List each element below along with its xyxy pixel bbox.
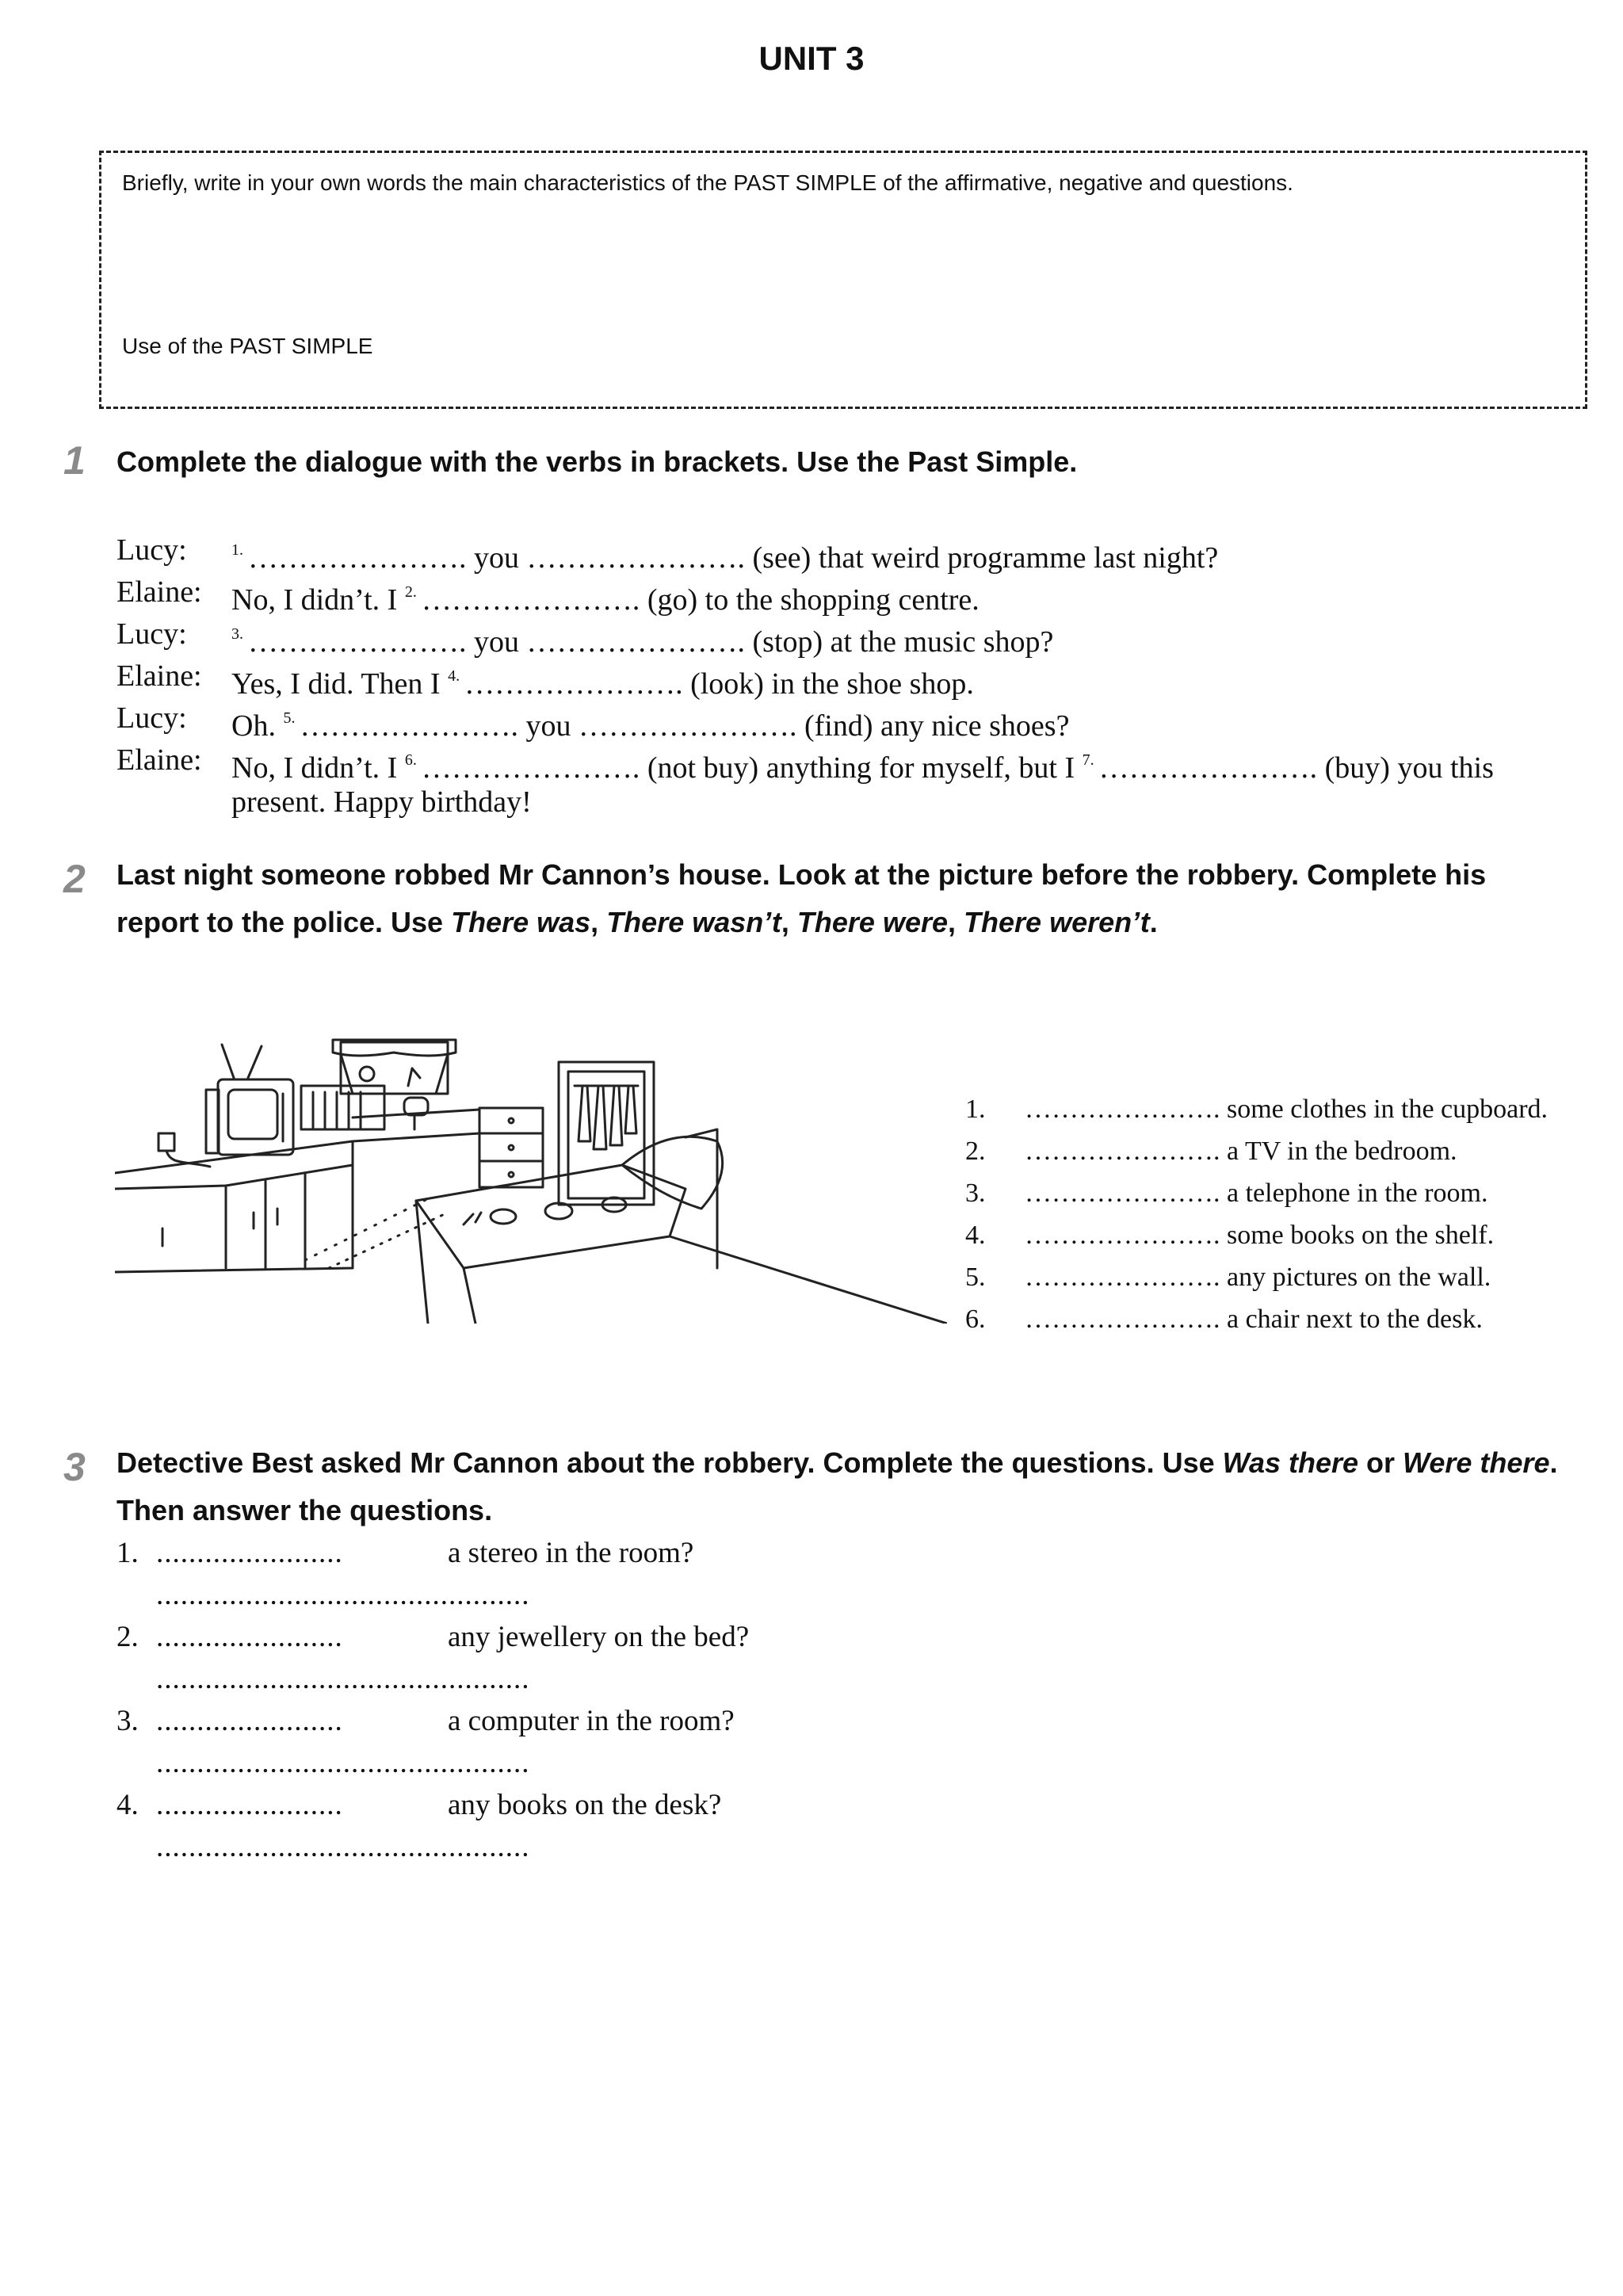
title-separator: , (590, 906, 607, 938)
title-end: . (1149, 906, 1158, 938)
title-text: Last night someone robbed Mr Cannon’s house. Look at the picture before the robbery. Complete his report to the police. Use (116, 858, 1487, 938)
question-blank[interactable]: ....................... (156, 1705, 343, 1737)
notes-use-label: Use of the PAST SIMPLE (122, 334, 373, 358)
title-text: . Then answer the questions. (116, 1446, 1558, 1526)
gap-blank[interactable]: …………………. (421, 751, 640, 785)
dialogue-speaker: Elaine: (116, 659, 202, 693)
dialogue-line-continued: present. Happy birthday! (231, 785, 532, 819)
report-item[interactable]: …………………. some books on the shelf. (1025, 1221, 1495, 1250)
dialogue-text: No, I didn’t. I (231, 751, 405, 785)
report-item[interactable]: …………………. a telephone in the room. (1025, 1179, 1488, 1208)
exercise-3-title (116, 1439, 1567, 1534)
dialogue-speaker: Elaine: (116, 575, 202, 609)
title-phrase: Was there (1222, 1446, 1359, 1479)
gap-blank[interactable]: …………………. (1098, 751, 1318, 785)
title-phrase: There was (451, 906, 591, 938)
report-item[interactable]: …………………. a TV in the bedroom. (1025, 1137, 1457, 1166)
gap-blank[interactable]: …………………. (578, 709, 797, 743)
dialogue-text: (find) any nice shoes? (796, 709, 1070, 743)
dialogue-text: Yes, I did. Then I (231, 667, 449, 701)
report-item-number: 1. (965, 1095, 986, 1124)
report-item[interactable]: …………………. any pictures on the wall. (1025, 1263, 1491, 1292)
title-text: Detective Best asked Mr Cannon about the robbery. Complete the questions. Use (116, 1446, 1223, 1479)
exercise-1-title: Complete the dialogue with the verbs in brackets. Use the Past Simple. (116, 445, 1078, 478)
question-number: 2. (116, 1621, 139, 1653)
report-item[interactable]: …………………. a chair next to the desk. (1025, 1305, 1483, 1334)
question-number: 4. (116, 1789, 139, 1821)
dialogue-text: (buy) you this (1317, 751, 1494, 785)
report-item-number: 5. (965, 1263, 986, 1292)
title-phrase: There wasn’t (606, 906, 781, 938)
exercise-2-number: 2 (63, 857, 86, 901)
gap-number: 1. (231, 541, 243, 559)
question-text: a stereo in the room? (448, 1537, 694, 1569)
title-phrase: There weren’t (964, 906, 1150, 938)
title-text: or (1358, 1446, 1403, 1479)
gap-number: 5. (283, 709, 296, 727)
title-separator: , (781, 906, 797, 938)
page-title: UNIT 3 (758, 40, 865, 77)
title-phrase: There were (796, 906, 949, 938)
notes-box[interactable] (99, 151, 1587, 409)
exercise-1-number: 1 (63, 438, 86, 483)
gap-blank[interactable]: …………………. (421, 583, 640, 617)
dialogue-text: No, I didn’t. I (231, 583, 405, 617)
question-number: 1. (116, 1537, 139, 1569)
dialogue-text: Oh. (231, 709, 284, 743)
gap-number: 6. (404, 751, 417, 769)
answer-line[interactable]: .............................................. (156, 1663, 530, 1695)
title-separator: , (948, 906, 964, 938)
bedroom-illustration (115, 1030, 947, 1324)
question-text: any books on the desk? (448, 1789, 722, 1821)
dialogue-text: you (517, 709, 579, 743)
dialogue-text: (look) in the shoe shop. (682, 667, 974, 701)
report-item[interactable]: …………………. some clothes in the cupboard. (1025, 1095, 1549, 1124)
report-item-number: 6. (965, 1305, 986, 1334)
question-text: any jewellery on the bed? (448, 1621, 750, 1653)
gap-number: 2. (404, 583, 417, 601)
dialogue-text: you (466, 541, 527, 575)
dialogue-text: (see) that weird programme last night? (745, 541, 1219, 575)
answer-line[interactable]: .............................................. (156, 1747, 530, 1779)
gap-blank[interactable]: …………………. (526, 625, 745, 659)
gap-blank[interactable]: …………………. (248, 625, 467, 659)
title-phrase: Were there (1403, 1446, 1550, 1479)
dialogue-text: (not buy) anything for myself, but I (640, 751, 1083, 785)
question-blank[interactable]: ....................... (156, 1789, 343, 1821)
gap-blank[interactable]: …………………. (300, 709, 518, 743)
gap-number: 7. (1082, 751, 1094, 769)
dialogue-text: (stop) at the music shop? (745, 625, 1054, 659)
dialogue-speaker: Lucy: (116, 701, 187, 735)
gap-blank[interactable]: …………………. (464, 667, 683, 701)
report-item-number: 4. (965, 1221, 986, 1250)
question-blank[interactable]: ....................... (156, 1537, 343, 1569)
gap-blank[interactable]: …………………. (248, 541, 467, 575)
question-blank[interactable]: ....................... (156, 1621, 343, 1653)
gap-number: 4. (448, 667, 460, 685)
dialogue-text: you (466, 625, 527, 659)
report-item-number: 3. (965, 1179, 986, 1208)
dialogue-speaker: Lucy: (116, 617, 187, 651)
report-item-number: 2. (965, 1137, 986, 1166)
notes-prompt: Briefly, write in your own words the main characteristics of the PAST SIMPLE of the affirmative, negative and questions. (122, 170, 1293, 195)
exercise-2-title (116, 851, 1567, 946)
dialogue-speaker: Elaine: (116, 743, 202, 777)
question-text: a computer in the room? (448, 1705, 735, 1737)
gap-number: 3. (231, 625, 243, 643)
question-number: 3. (116, 1705, 139, 1737)
dialogue-speaker: Lucy: (116, 533, 187, 567)
answer-line[interactable]: .............................................. (156, 1831, 530, 1863)
exercise-3-number: 3 (63, 1445, 86, 1489)
gap-blank[interactable]: …………………. (526, 541, 745, 575)
dialogue-text: (go) to the shopping centre. (640, 583, 980, 617)
answer-line[interactable]: .............................................. (156, 1579, 530, 1611)
